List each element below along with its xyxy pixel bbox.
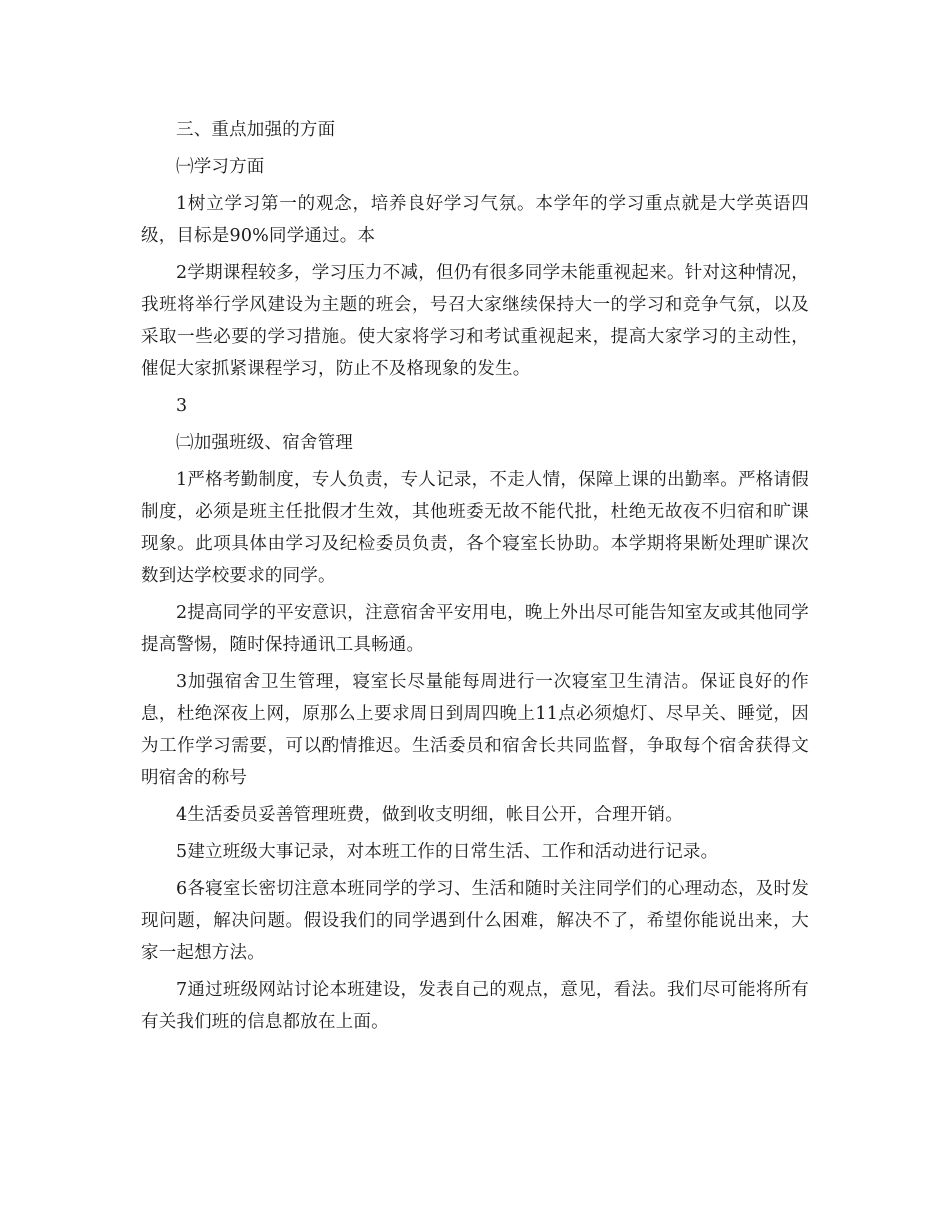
document-body xyxy=(141,114,809,1043)
section-heading: 三、重点加强的方面 xyxy=(176,120,336,140)
paragraph-management-4: 4生活委员妥善管理班费，做到收支明细，帐目公开，合理开销。 xyxy=(176,805,683,825)
paragraph-management-6: 6各寝室长密切注意本班同学的学习、生活和随时关注同学们的心理动态，及时发现问题，解决问题。假设我们的同学遇到什么困难，解决不了，希望你能说出来，大家一起想方法。 xyxy=(141,879,809,963)
paragraph-management-7: 7通过班级网站讨论本班建设，发表自己的观点，意见，看法。我们尽可能将所有有关我们班的信息都放在上面。 xyxy=(141,980,809,1032)
paragraph-study-2: 2学期课程较多，学习压力不减，但仍有很多同学未能重视起来。针对这种情况，我班将举行学风建设为主题的班会，号召大家继续保持大一的学习和竞争气氛，以及采取一些必要的学习措施。使大家将学习和考试重视起来，提高大家学习的主动性，催促大家抓紧课程学习，防止不及格现象的发生。 xyxy=(141,263,809,379)
paragraph-management-2: 2提高同学的平安意识，注意宿舍平安用电，晚上外出尽可能告知室友或其他同学提高警惕，随时保持通讯工具畅通。 xyxy=(141,603,809,655)
subsection-heading-study: ㈠学习方面 xyxy=(176,157,265,177)
paragraph-management-1: 1严格考勤制度，专人负责，专人记录，不走人情，保障上课的出勤率。严格请假制度，必须是班主任批假才生效，其他班委无故不能代批，杜绝无故夜不归宿和旷课现象。此项具体由学习及纪检委员负责，各个寝室长协助。本学期将果断处理旷课次数到达学校要求的同学。 xyxy=(141,470,809,586)
paragraph-study-1: 1树立学习第一的观念，培养良好学习气氛。本学年的学习重点就是大学英语四级，目标是90%同学通过。本 xyxy=(141,194,809,246)
paragraph-study-3: 3 xyxy=(176,396,188,416)
subsection-heading-management: ㈡加强班级、宿舍管理 xyxy=(176,433,353,453)
paragraph-management-5: 5建立班级大事记录，对本班工作的日常生活、工作和活动进行记录。 xyxy=(176,842,719,862)
paragraph-management-3: 3加强宿舍卫生管理，寝室长尽量能每周进行一次寝室卫生清洁。保证良好的作息，杜绝深夜上网，原那么上要求周日到周四晚上11点必须熄灯、尽早关、睡觉，因为工作学习需要，可以酌情推迟。生活委员和宿舍长共同监督，争取每个宿舍获得文明宿舍的称号 xyxy=(141,672,809,788)
